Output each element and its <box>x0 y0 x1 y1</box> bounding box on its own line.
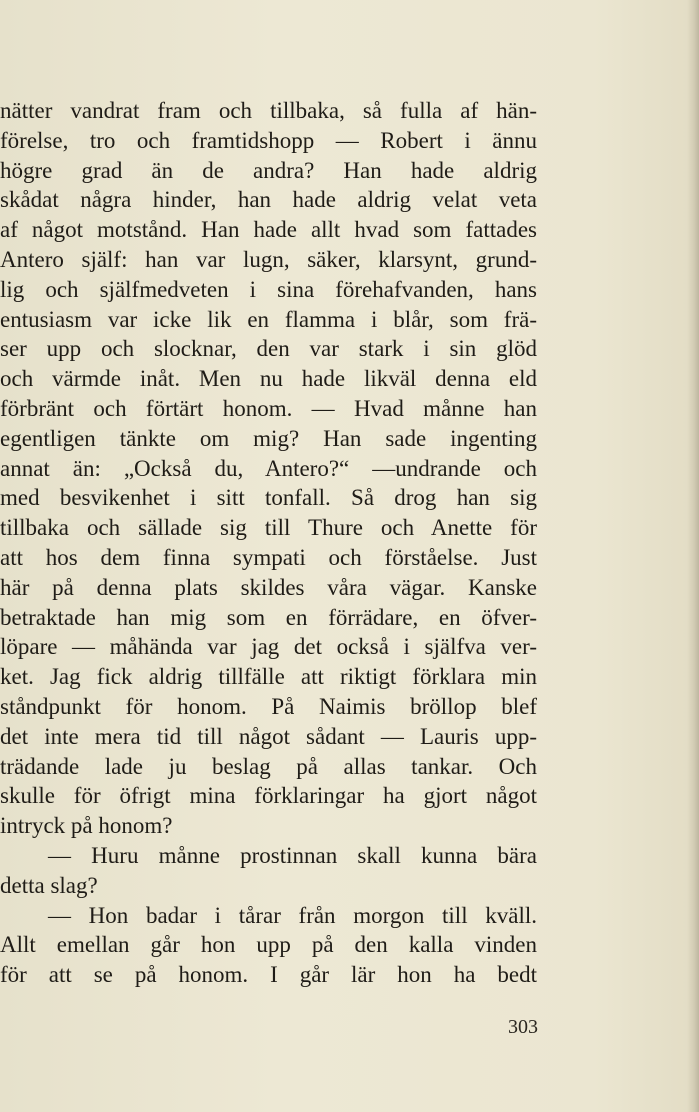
text-line: skådat några hinder, han hade aldrig velat veta <box>0 187 537 213</box>
text-line: af något motstånd. Han hade allt hvad som fattades <box>0 217 537 243</box>
text-line: för att se på honom. I går lär hon ha bedt <box>0 962 537 988</box>
text-line: Antero själf: han var lugn, säker, klarsynt, grund- <box>0 246 537 272</box>
text-line: trädande lade ju beslag på allas tankar. Och <box>0 753 537 779</box>
text-line: att hos dem finna sympati och förståelse. Just <box>0 544 537 570</box>
text-line: entusiasm var icke lik en flamma i blår, som frä- <box>0 306 537 332</box>
text-line: med besvikenhet i sitt tonfall. Så drog han sig <box>0 485 537 511</box>
text-line: förbränt och förtärt honom. — Hvad månne han <box>0 395 537 421</box>
text-line: och värmde inåt. Men nu hade likväl denna eld <box>0 366 537 392</box>
text-line-dialogue: — Huru månne prostinnan skall kunna bära <box>48 842 537 868</box>
text-line: ser upp och slocknar, den var stark i sin glöd <box>0 336 537 362</box>
text-line: här på denna plats skildes våra vägar. Kanske <box>0 574 537 600</box>
text-line: annat än: „Också du, Antero?“ —undrande och <box>0 455 537 481</box>
page-number: 303 <box>508 1016 538 1038</box>
body-text <box>0 96 537 990</box>
text-line-paragraph-end: intryck på honom? <box>0 813 173 839</box>
text-line: skulle för öfrigt mina förklaringar ha gjort något <box>0 783 537 809</box>
text-line: förelse, tro och framtidshopp — Robert i ännu <box>0 127 537 153</box>
text-line: löpare — måhända var jag det också i själfva ver- <box>0 634 537 660</box>
text-line: Allt emellan går hon upp på den kalla vinden <box>0 932 537 958</box>
text-line: tillbaka och sällade sig till Thure och Anette för <box>0 515 537 541</box>
text-line: lig och själfmedveten i sina förehafvanden, hans <box>0 276 537 302</box>
text-line: egentligen tänkte om mig? Han sade ingenting <box>0 425 537 451</box>
text-line: ståndpunkt för honom. På Naimis bröllop blef <box>0 693 537 719</box>
text-line: nätter vandrat fram och tillbaka, så fulla af hän- <box>0 98 537 123</box>
text-line: det inte mera tid till något sådant — Lauris upp- <box>0 723 537 749</box>
text-line: ket. Jag fick aldrig tillfälle att riktigt förklara min <box>0 664 537 690</box>
text-line: betraktade han mig som en förrädare, en öfver- <box>0 604 537 630</box>
text-line-dialogue: — Hon badar i tårar från morgon till kväll. <box>48 902 537 928</box>
text-line: högre grad än de andra? Han hade aldrig <box>0 157 537 183</box>
text-line-paragraph-end: detta slag? <box>0 872 98 898</box>
page-edge-shadow <box>687 0 699 1112</box>
